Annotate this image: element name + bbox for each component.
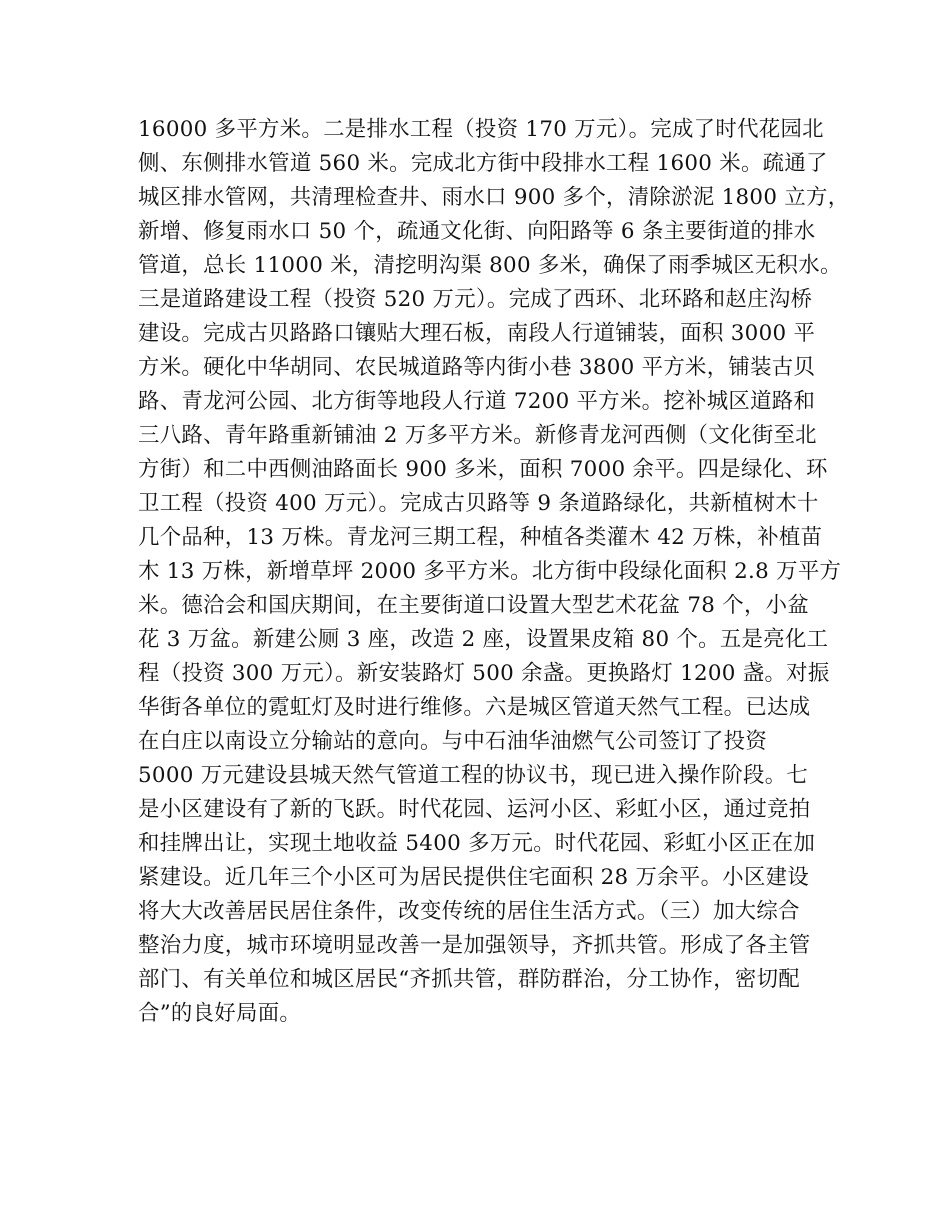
text-line-10: 三八路、青年路重新铺油 2 万多平方米。新修青龙河西侧（文化街至北: [138, 423, 817, 448]
text-line-15: 米。德洽会和国庆期间，在主要街道口设置大型艺术花盆 78 个，小盆: [138, 593, 810, 618]
text-line-20: 5000 万元建设县城天然气管道工程的协议书，现已进入操作阶段。七: [138, 763, 809, 788]
text-line-8: 方米。硬化中华胡同、农民城道路等内街小巷 3800 平方米，铺装古贝: [138, 355, 816, 380]
text-line-21: 是小区建设有了新的飞跃。时代花园、运河小区、彩虹小区，通过竞拍: [138, 797, 811, 822]
text-line-18: 华街各单位的霓虹灯及时进行维修。六是城区管道天然气工程。已达成: [138, 695, 811, 720]
text-line-27: 合”的良好局面。: [138, 1001, 302, 1026]
text-line-2: 侧、东侧排水管道 560 米。完成北方街中段排水工程 1600 米。疏通了: [138, 151, 828, 176]
text-line-19: 在白庄以南设立分输站的意向。与中石油华油燃气公司签订了投资: [138, 729, 768, 754]
text-line-23: 紧建设。近几年三个小区可为居民提供住宅面积 28 万余平。小区建设: [138, 865, 810, 890]
text-line-3: 城区排水管网，共清理检查井、雨水口 900 多个，清除淤泥 1800 立方，: [138, 185, 850, 210]
text-line-25: 整治力度，城市环境明显改善一是加强领导，齐抓共管。形成了各主管: [138, 933, 811, 958]
text-line-12: 卫工程（投资 400 万元）。完成古贝路等 9 条道路绿化，共新植树木十: [138, 491, 819, 516]
text-line-17: 程（投资 300 万元）。新安装路灯 500 余盏。更换路灯 1200 盏。对振: [138, 661, 830, 686]
text-line-6: 三是道路建设工程（投资 520 万元）。完成了西环、北环路和赵庄沟桥: [138, 287, 813, 312]
text-line-13: 几个品种，13 万株。青龙河三期工程，种植各类灌木 42 万株，补植苗: [138, 525, 823, 550]
text-line-11: 方街）和二中西侧油路面长 900 多米，面积 7000 余平。四是绿化、环: [138, 457, 828, 482]
text-line-5: 管道，总长 11000 米，清挖明沟渠 800 多米，确保了雨季城区无积水。: [138, 253, 842, 278]
text-line-22: 和挂牌出让，实现土地收益 5400 多万元。时代花园、彩虹小区正在加: [138, 831, 816, 856]
text-line-24: 将大大改善居民居住条件，改变传统的居住生活方式。（三）加大综合: [138, 899, 800, 924]
text-line-14: 木 13 万株，新增草坪 2000 多平方米。北方街中段绿化面积 2.8 万平方: [138, 559, 842, 584]
text-line-16: 花 3 万盆。新建公厕 3 座，改造 2 座，设置果皮箱 80 个。五是亮化工: [138, 627, 829, 652]
text-line-26: 部门、有关单位和城区居民“齐抓共管，群防群治，分工协作，密切配: [138, 967, 800, 992]
text-line-1: 16000 多平方米。二是排水工程（投资 170 万元）。完成了时代花园北: [138, 117, 824, 142]
text-line-9: 路、青龙河公园、北方街等地段人行道 7200 平方米。挖补城区道路和: [138, 389, 816, 414]
text-line-4: 新增、修复雨水口 50 个，疏通文化街、向阳路等 6 条主要街道的排水: [138, 219, 816, 244]
body-text: [138, 113, 850, 1031]
text-line-7: 建设。完成古贝路路口镶贴大理石板，南段人行道铺装，面积 3000 平: [138, 321, 816, 346]
